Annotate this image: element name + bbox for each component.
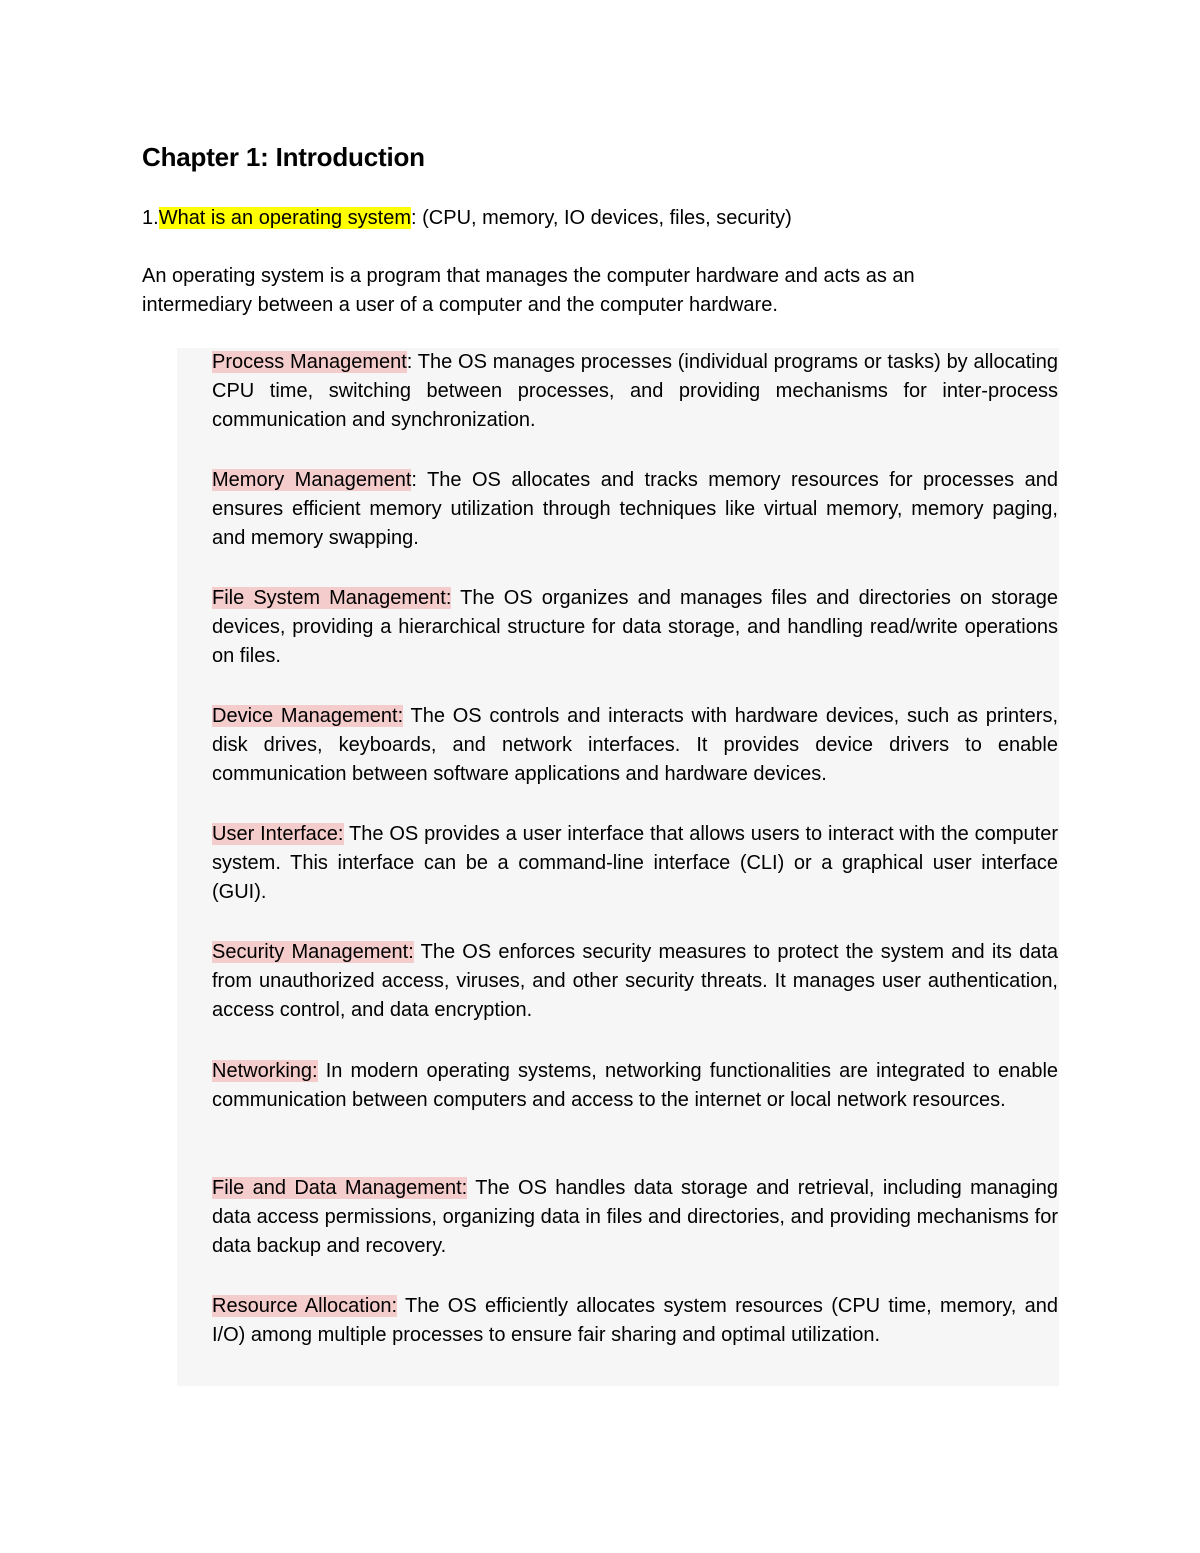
item-text: In modern operating systems, networking functionalities are integrated to enable communication between computers and access to the internet or local network resources.: [212, 1060, 1059, 1111]
question-highlight: What is an operating system: [158, 207, 412, 229]
item-text: The OS manages processes (individual programs or tasks) by allocating CPU time, switching between processes, and providing mechanisms for inter-process communication and synchronization.: [212, 351, 1058, 431]
list-item-networking: [212, 1057, 1058, 1115]
item-text: The OS efficiently allocates system resources (CPU time, memory, and I/O) among multiple processes to ensure fair sharing and optimal utilization.: [212, 1295, 1058, 1346]
item-separator: :: [406, 351, 418, 373]
list-item-security-management: [212, 938, 1058, 1024]
item-separator: [318, 1060, 326, 1082]
question-line: [142, 204, 792, 232]
item-separator: [414, 941, 421, 963]
item-separator: :: [411, 469, 428, 491]
item-separator: [397, 1295, 405, 1317]
item-text: The OS organizes and manages files and directories on storage devices, providing a hierarchical structure for data storage, and handling read/write operations on files.: [212, 587, 1058, 667]
list-item-device-management: [212, 702, 1058, 788]
list-item-file-and-data-management: [212, 1174, 1058, 1260]
item-term: Resource Allocation:: [212, 1295, 398, 1317]
item-separator: [403, 705, 410, 727]
item-term: Process Management: [212, 351, 407, 373]
item-term: User Interface:: [212, 823, 344, 845]
chapter-title: Chapter 1: Introduction: [142, 142, 425, 172]
list-item-file-system-management: [212, 584, 1058, 670]
list-item-process-management: [212, 348, 1058, 434]
question-topics: : (CPU, memory, IO devices, files, security): [411, 207, 792, 229]
item-text: The OS provides a user interface that allows users to interact with the computer system. This interface can be a command-line interface (CLI) or a graphical user interface (GUI).: [212, 823, 1059, 903]
question-number: 1.: [142, 207, 159, 229]
item-term: Device Management:: [212, 705, 404, 727]
item-term: Networking:: [212, 1060, 318, 1082]
item-text: The OS handles data storage and retrieval, including managing data access permissions, organizing data in files and directories, and providing mechanisms for data backup and recovery.: [212, 1177, 1058, 1257]
item-text: The OS enforces security measures to protect the system and its data from unauthorized access, viruses, and other security threats. It manages user authentication, access control, and data encryption.: [212, 941, 1059, 1021]
list-item-user-interface: [212, 820, 1058, 906]
item-term: File and Data Management:: [212, 1177, 468, 1199]
item-term: Memory Management: [212, 469, 412, 491]
item-text: The OS allocates and tracks memory resources for processes and ensures efficient memory utilization through techniques like virtual memory, memory paging, and memory swapping.: [212, 469, 1058, 549]
item-term: File System Management:: [212, 587, 452, 609]
list-item-resource-allocation: [212, 1292, 1058, 1350]
item-term: Security Management:: [212, 941, 414, 963]
item-separator: [451, 587, 460, 609]
intro-paragraph: An operating system is a program that manages the computer hardware and acts as an intermediary between a user of a computer and the computer hardware.: [142, 265, 915, 316]
item-text: The OS controls and interacts with hardware devices, such as printers, disk drives, keyboards, and network interfaces. It provides device drivers to enable communication between software applications and hardware devices.: [212, 705, 1058, 785]
list-item-memory-management: [212, 466, 1058, 552]
